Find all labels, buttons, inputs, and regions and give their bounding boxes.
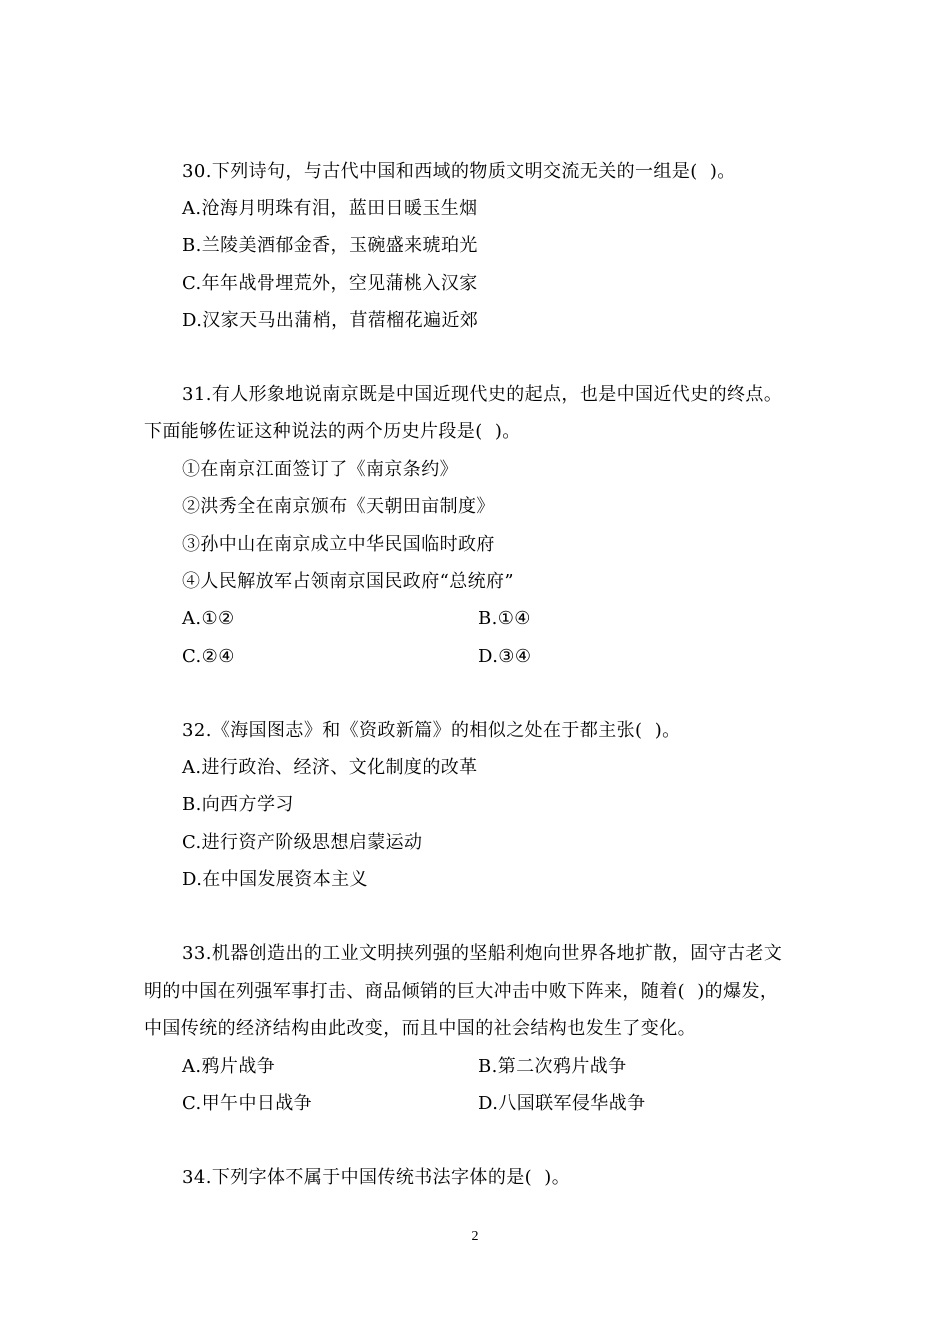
question-33-stem-line-2: 明的中国在列强军事打击、商品倾销的巨大冲击中败下阵来，随着( )的爆发， xyxy=(144,981,779,1002)
question-33-option-c: C.甲午中日战争 xyxy=(182,1093,313,1114)
question-32-stem: 32.《海国图志》和《资政新篇》的相似之处在于都主张( )。 xyxy=(182,720,681,741)
question-34-stem: 34.下列字体不属于中国传统书法字体的是( )。 xyxy=(182,1167,571,1188)
question-31-option-c: C.②④ xyxy=(182,646,235,667)
question-31-option-b: B.①④ xyxy=(478,608,531,629)
question-31-item-1: ①在南京江面签订了《南京条约》 xyxy=(182,459,458,480)
question-30-option-a: A.沧海月明珠有泪，蓝田日暖玉生烟 xyxy=(182,198,478,219)
question-33-option-a: A.鸦片战争 xyxy=(182,1056,276,1077)
question-32-option-b: B.向西方学习 xyxy=(182,794,294,815)
question-32-option-c: C.进行资产阶级思想启蒙运动 xyxy=(182,832,423,853)
question-31-stem-line-1: 31.有人形象地说南京既是中国近现代史的起点，也是中国近代史的终点。 xyxy=(182,384,783,405)
question-31-item-3: ③孙中山在南京成立中华民国临时政府 xyxy=(182,534,495,555)
question-33-option-d: D.八国联军侵华战争 xyxy=(478,1093,646,1114)
question-32-option-a: A.进行政治、经济、文化制度的改革 xyxy=(182,757,478,778)
question-33-stem-line-1: 33.机器创造出的工业文明挟列强的坚船利炮向世界各地扩散，固守古老文 xyxy=(182,943,783,964)
question-31-option-d: D.③④ xyxy=(478,646,532,667)
question-31-item-2: ②洪秀全在南京颁布《天朝田亩制度》 xyxy=(182,496,495,517)
question-33-stem-line-3: 中国传统的经济结构由此改变，而且中国的社会结构也发生了变化。 xyxy=(144,1018,696,1039)
question-31-option-a: A.①② xyxy=(182,608,235,629)
question-30-option-d: D.汉家天马出蒲梢，苜蓿榴花遍近郊 xyxy=(182,310,479,331)
question-30-option-b: B.兰陵美酒郁金香，玉碗盛来琥珀光 xyxy=(182,235,478,256)
question-33-option-b: B.第二次鸦片战争 xyxy=(478,1056,627,1077)
question-31-item-4: ④人民解放军占领南京国民政府“总统府” xyxy=(182,571,515,592)
question-31-stem-line-2: 下面能够佐证这种说法的两个历史片段是( )。 xyxy=(144,421,521,442)
page-number: 2 xyxy=(471,1229,479,1244)
question-30-option-c: C.年年战骨埋荒外，空见蒲桃入汉家 xyxy=(182,273,478,294)
question-32-option-d: D.在中国发展资本主义 xyxy=(182,869,368,890)
question-30-stem: 30.下列诗句，与古代中国和西域的物质文明交流无关的一组是( )。 xyxy=(182,161,736,182)
